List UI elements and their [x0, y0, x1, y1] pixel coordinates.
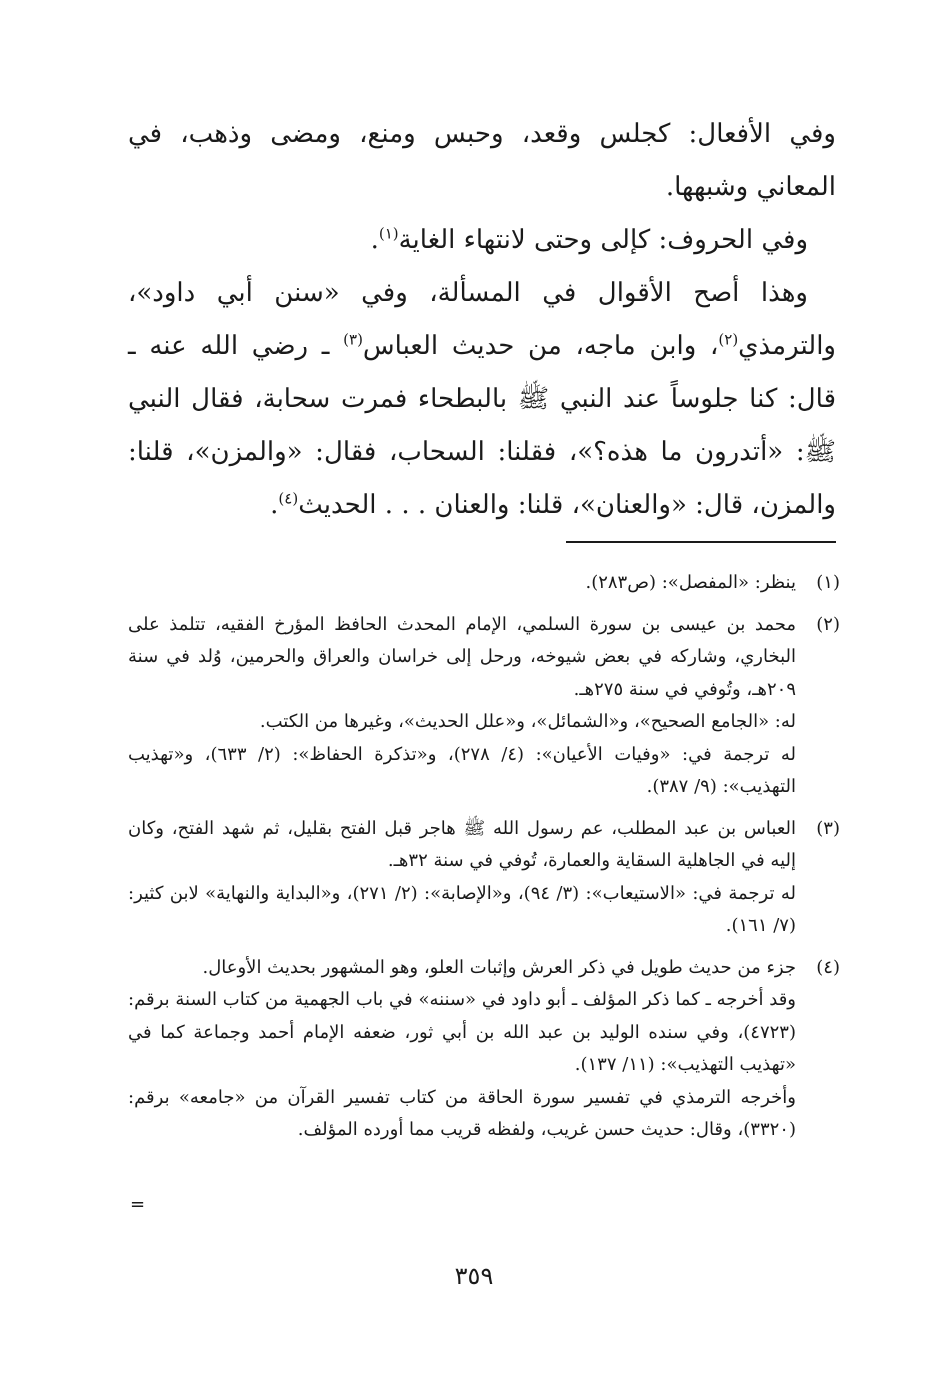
footnote-line: العباس بن عبد المطلب، عم رسول الله ﷺ هاجر قبل الفتح بقليل، ثم شهد الفتح، وكان إليه في الجاهلية السقاية والعمارة، تُوفي في سنة ٣٢هـ. — [128, 817, 796, 871]
continuation-mark: = — [130, 1194, 146, 1215]
footnote-ref-4[interactable]: (٤) — [278, 489, 299, 508]
footnote-1 — [128, 567, 840, 600]
footnote-number: (١) — [816, 572, 840, 593]
footnote-4 — [128, 952, 840, 1147]
footnote-3 — [128, 813, 840, 943]
footnote-line: جزء من حديث طويل في ذكر العرش وإثبات العلو، وهو المشهور بحديث الأوعال. — [202, 956, 796, 978]
footnote-ref-3[interactable]: (٣) — [343, 330, 363, 349]
paragraph-particles-text: وفي الحروف: كإلى وحتى لانتهاء الغاية — [398, 225, 808, 255]
footnote-line: محمد بن عيسى بن سورة السلمي، الإمام المحدث الحافظ المؤرخ الفقيه، تتلمذ على البخاري، وشاركه في بعض شيوخه، ورحل إلى خراسان والعراق والحرمين، وُلد في سنة ٢٠٩هـ، وتُوفي في سنة ٢٧٥هـ. — [128, 613, 796, 700]
main-text — [128, 108, 836, 532]
paragraph-hadith — [128, 267, 836, 532]
paragraph-hadith-part-a: وهذا أصح الأقوال في المسألة، وفي «سنن أبي داود»، والترمذي — [128, 278, 836, 361]
page-number: ٣٥٩ — [454, 1262, 494, 1290]
footnotes — [128, 567, 840, 1147]
footnote-number: (٢) — [816, 613, 840, 635]
footnote-line: ينظر: «المفصل»: (ص٢٨٣). — [585, 572, 796, 593]
footnote-ref-2[interactable]: (٢) — [718, 330, 739, 349]
footnote-separator — [566, 541, 836, 543]
footnote-line: له: «الجامع الصحيح»، و«الشمائل»، و«علل الحديث»، وغيرها من الكتب. — [259, 711, 796, 732]
footnote-2 — [128, 609, 840, 804]
paragraph-hadith-end: . — [270, 490, 279, 520]
footnote-number: (٣) — [816, 817, 840, 839]
footnote-line: وأخرجه الترمذي في تفسير سورة الحاقة من كتاب تفسير القرآن من «جامعه» برقم: (٣٣٢٠)، وقال: حديث حسن غريب، ولفظه قريب مما أورده المؤلف. — [128, 1086, 796, 1140]
footnote-ref-1[interactable]: (١) — [378, 224, 399, 243]
paragraph-hadith-part-c: ـ رضي الله عنه ـ قال: كنا جلوساً عند النبي ﷺ بالبطحاء فمرت سحابة، فقال النبي ﷺ: «أتدرون ما هذه؟»، فقلنا: السحاب، فقال: «والمزن»، قلنا: والمزن، قال: «والعنان»، قلنا: والعنان . . . الحديث — [128, 331, 836, 520]
footnote-line: له ترجمة في: «وفيات الأعيان»: (٤/ ٢٧٨)، و«تذكرة الحفاظ»: (٢/ ٦٣٣)، و«تهذيب التهذيب»: (٩/ ٣٨٧). — [128, 743, 796, 797]
footnote-number: (٤) — [816, 956, 840, 978]
paragraph-verbs: وفي الأفعال: كجلس وقعد، وحبس ومنع، ومضى وذهب، في المعاني وشبهها. — [128, 119, 836, 202]
footnote-line: له ترجمة في: «الاستيعاب»: (٣/ ٩٤)، و«الإصابة»: (٢/ ٢٧١)، و«البداية والنهاية» لابن كثير: (٧/ ١٦١). — [128, 882, 796, 936]
paragraph-hadith-part-b: ، وابن ماجه، من حديث العباس — [362, 331, 719, 361]
footnote-line: وقد أخرجه ـ كما ذكر المؤلف ـ أبو داود في «سننه» في باب الجهمية من كتاب السنة برقم: (٤٧٢٣)، وفي سنده الوليد بن عبد الله بن أبي ثور، ضعفه الإمام أحمد وجماعة كما في «تهذيب التهذيب»: (١١/ ١٣٧). — [128, 989, 796, 1075]
paragraph-particles-end: . — [370, 225, 379, 255]
paragraph-particles — [128, 214, 836, 267]
